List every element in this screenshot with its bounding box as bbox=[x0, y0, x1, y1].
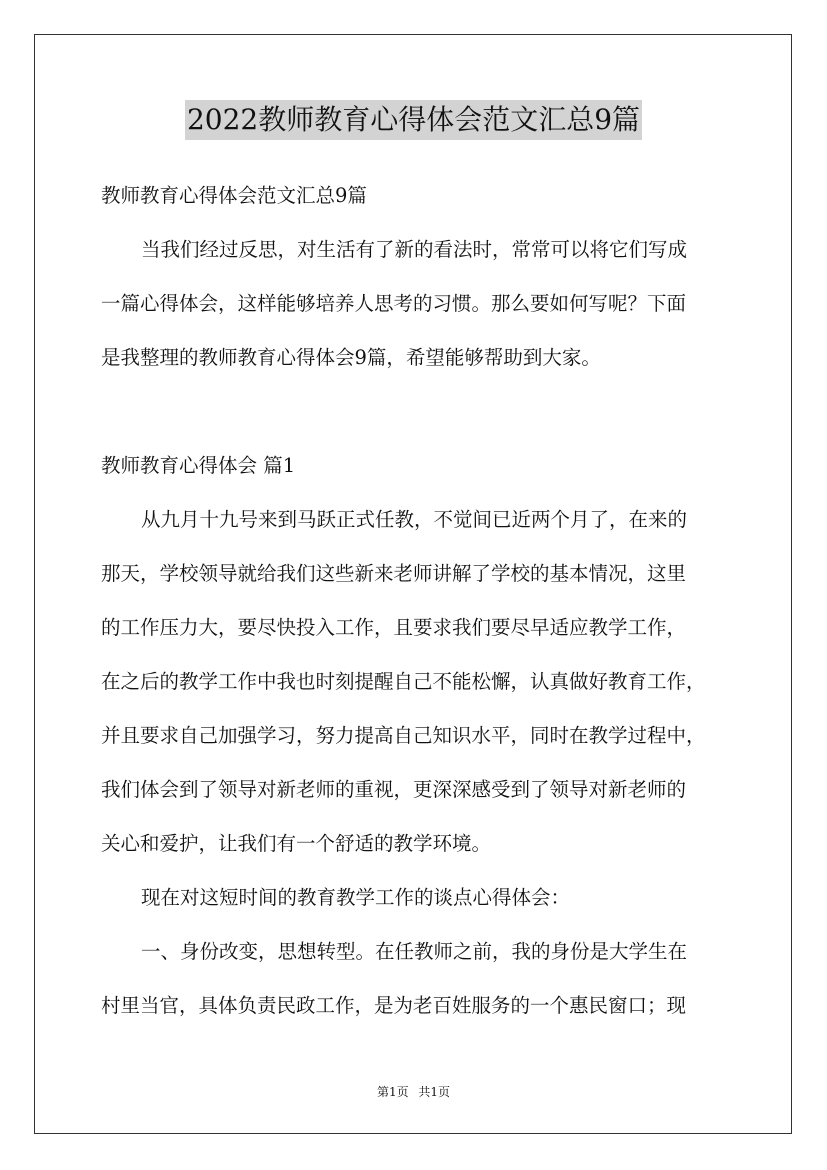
body-line-7: 关心和爱护，让我们有一个舒适的教学环境。 bbox=[101, 832, 492, 855]
body-line-1: 从九月十九号来到马跃正式任教，不觉间已近两个月了，在来的 bbox=[141, 508, 688, 531]
document-title: 2022教师教育心得体会范文汇总9篇 bbox=[185, 100, 642, 140]
intro-line-2: 一篇心得体会，这样能够培养人思考的习惯。那么要如何写呢？下面 bbox=[101, 292, 687, 315]
body-line-10: 村里当官，具体负责民政工作，是为老百姓服务的一个惠民窗口；现 bbox=[101, 994, 687, 1017]
body-line-3: 的工作压力大，要尽快投入工作，且要求我们要尽早适应教学工作， bbox=[101, 616, 687, 639]
body-line-8: 现在对这短时间的教育教学工作的谈点心得体会： bbox=[141, 886, 571, 909]
title-container bbox=[0, 100, 827, 140]
body-line-5: 并且要求自己加强学习，努力提高自己知识水平，同时在教学过程中， bbox=[101, 724, 706, 747]
body-line-4: 在之后的教学工作中我也时刻提醒自己不能松懈，认真做好教育工作， bbox=[101, 670, 706, 693]
body-line-6: 我们体会到了领导对新老师的重视，更深深感受到了领导对新老师的 bbox=[101, 778, 687, 801]
body-line-9: 一、身份改变，思想转型。在任教师之前，我的身份是大学生在 bbox=[141, 940, 688, 963]
page-footer bbox=[0, 1084, 827, 1100]
intro-line-1: 当我们经过反思，对生活有了新的看法时，常常可以将它们写成 bbox=[141, 238, 688, 261]
section-heading: 教师教育心得体会 篇1 bbox=[101, 454, 296, 477]
page-total: 共1页 bbox=[418, 1085, 451, 1099]
document-subtitle: 教师教育心得体会范文汇总9篇 bbox=[101, 184, 367, 207]
body-line-2: 那天，学校领导就给我们这些新来老师讲解了学校的基本情况，这里 bbox=[101, 562, 687, 585]
intro-line-3: 是我整理的教师教育心得体会9篇，希望能够帮助到大家。 bbox=[101, 346, 601, 369]
page-number: 第1页 bbox=[376, 1085, 409, 1099]
